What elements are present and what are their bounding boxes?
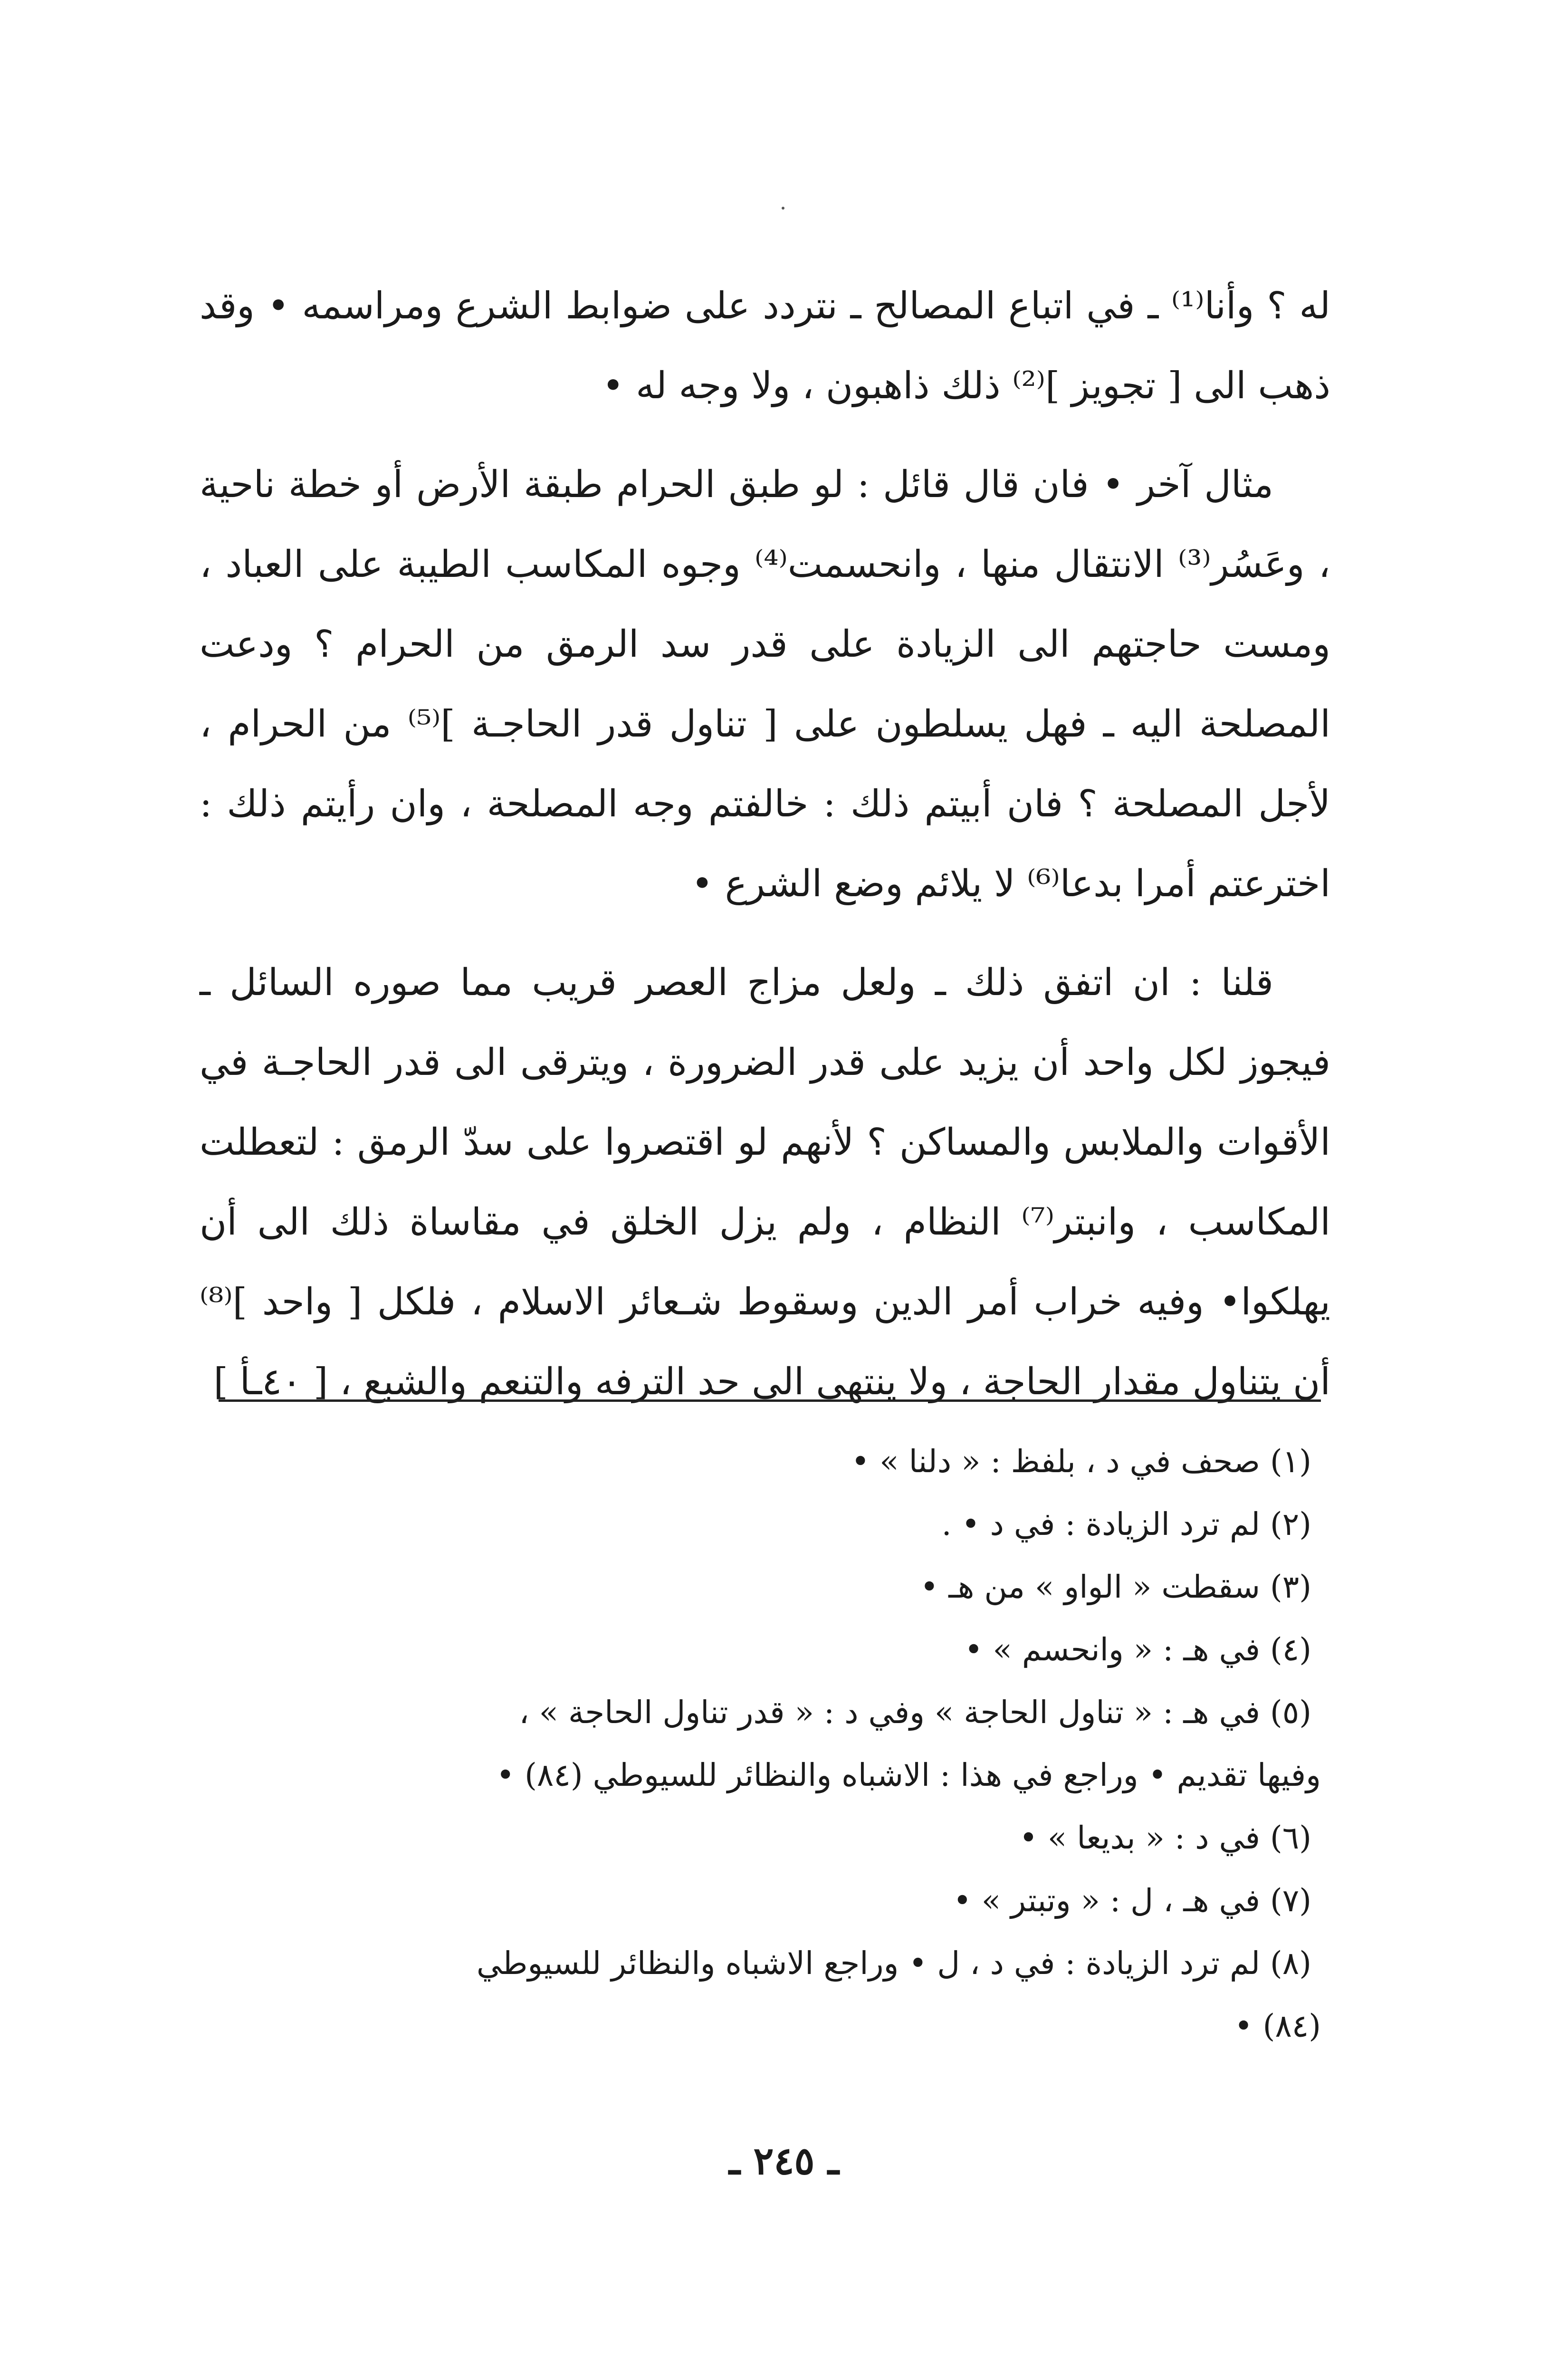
page-number: ـ ٢٤٥ ـ [729,2138,839,2183]
footnote-1: (١) صحف في د ، بلفظ : « دلنا » • [851,1443,1311,1480]
footnote-separator [219,1399,1321,1402]
ink-speck [782,207,784,210]
footnote-8: (٨) لم ترد الزيادة : في د ، ل • وراجع الاشباه والنظائر للسيوطي [476,1945,1311,1982]
footnotes [209,1430,1321,2058]
footnote-8-continuation: (٨٤) • [1234,2008,1321,2044]
footnote-7: (٧) في هـ ، ل : « وتبتر » • [953,1882,1311,1919]
paragraph-3: قلنا : ان اتفق ذلك ـ ولعل مزاج العصر قريب مما صوره السائل ـ فيجوز لكل واحد أن يزيد على قدر الضرورة ، ويترقى الى قدر الحاجـة في الأقوات والملابس والمساكن ؟ لأنهم لو اقتصروا على سدّ الرمق : لتعطلت المكاسب ، وانبتر⁽⁷⁾ النظام ، ولم يزل الخلق في مقاساة ذلك الى أن يهلكوا• وفيه خراب أمر الدين وسقوط شـعائر الاسلام ، فلكل [ واحد ]⁽⁸⁾ أن يتناول مقدار الحاجة ، ولا ينتهى الى حد الترفه والتنعم والشبع ، [ ٤٠ـأ ] [200,961,1330,1403]
footnote-3: (٣) سقطت « الواو » من هـ • [920,1569,1311,1605]
footnote-4: (٤) في هـ : « وانحسم » • [964,1631,1311,1668]
footnote-5-continuation: وفيها تقديم • وراجع في هذا : الاشباه والنظائر للسيوطي (٨٤) • [496,1757,1321,1793]
footnote-2: (٢) لم ترد الزيادة : في د • . [941,1506,1311,1542]
main-text-body [200,266,1330,1441]
paragraph-2: مثال آخر • فان قال قائل : لو طبق الحرام طبقة الأرض أو خطة ناحية ، وعَسُر⁽³⁾ الانتقال منها ، وانحسمت⁽⁴⁾ وجوه المكاسب الطيبة على العباد ، ومست حاجتهم الى الزيادة على قدر سد الرمق من الحرام ؟ ودعت المصلحة اليه ـ فهل يسلطون على [ تناول قدر الحاجـة ]⁽⁵⁾ من الحرام ، لأجل المصلحة ؟ فان أبيتم ذلك : خالفتم وجه المصلحة ، وان رأيتم ذلك : اخترعتم أمرا بدعا⁽⁶⁾ لا يلائم وضع الشرع • [200,463,1331,905]
paragraph-1: له ؟ وأنا⁽¹⁾ ـ في اتباع المصالح ـ نتردد على ضوابط الشرع ومراسمه • وقد ذهب الى [ تجويز ]⁽²⁾ ذلك ذاهبون ، ولا وجه له • [200,285,1330,407]
footnote-6: (٦) في د : « بديعا » • [1019,1820,1311,1856]
footnote-5: (٥) في هـ : « تناول الحاجة » وفي د : « قدر تناول الحاجة » ، [519,1694,1311,1731]
